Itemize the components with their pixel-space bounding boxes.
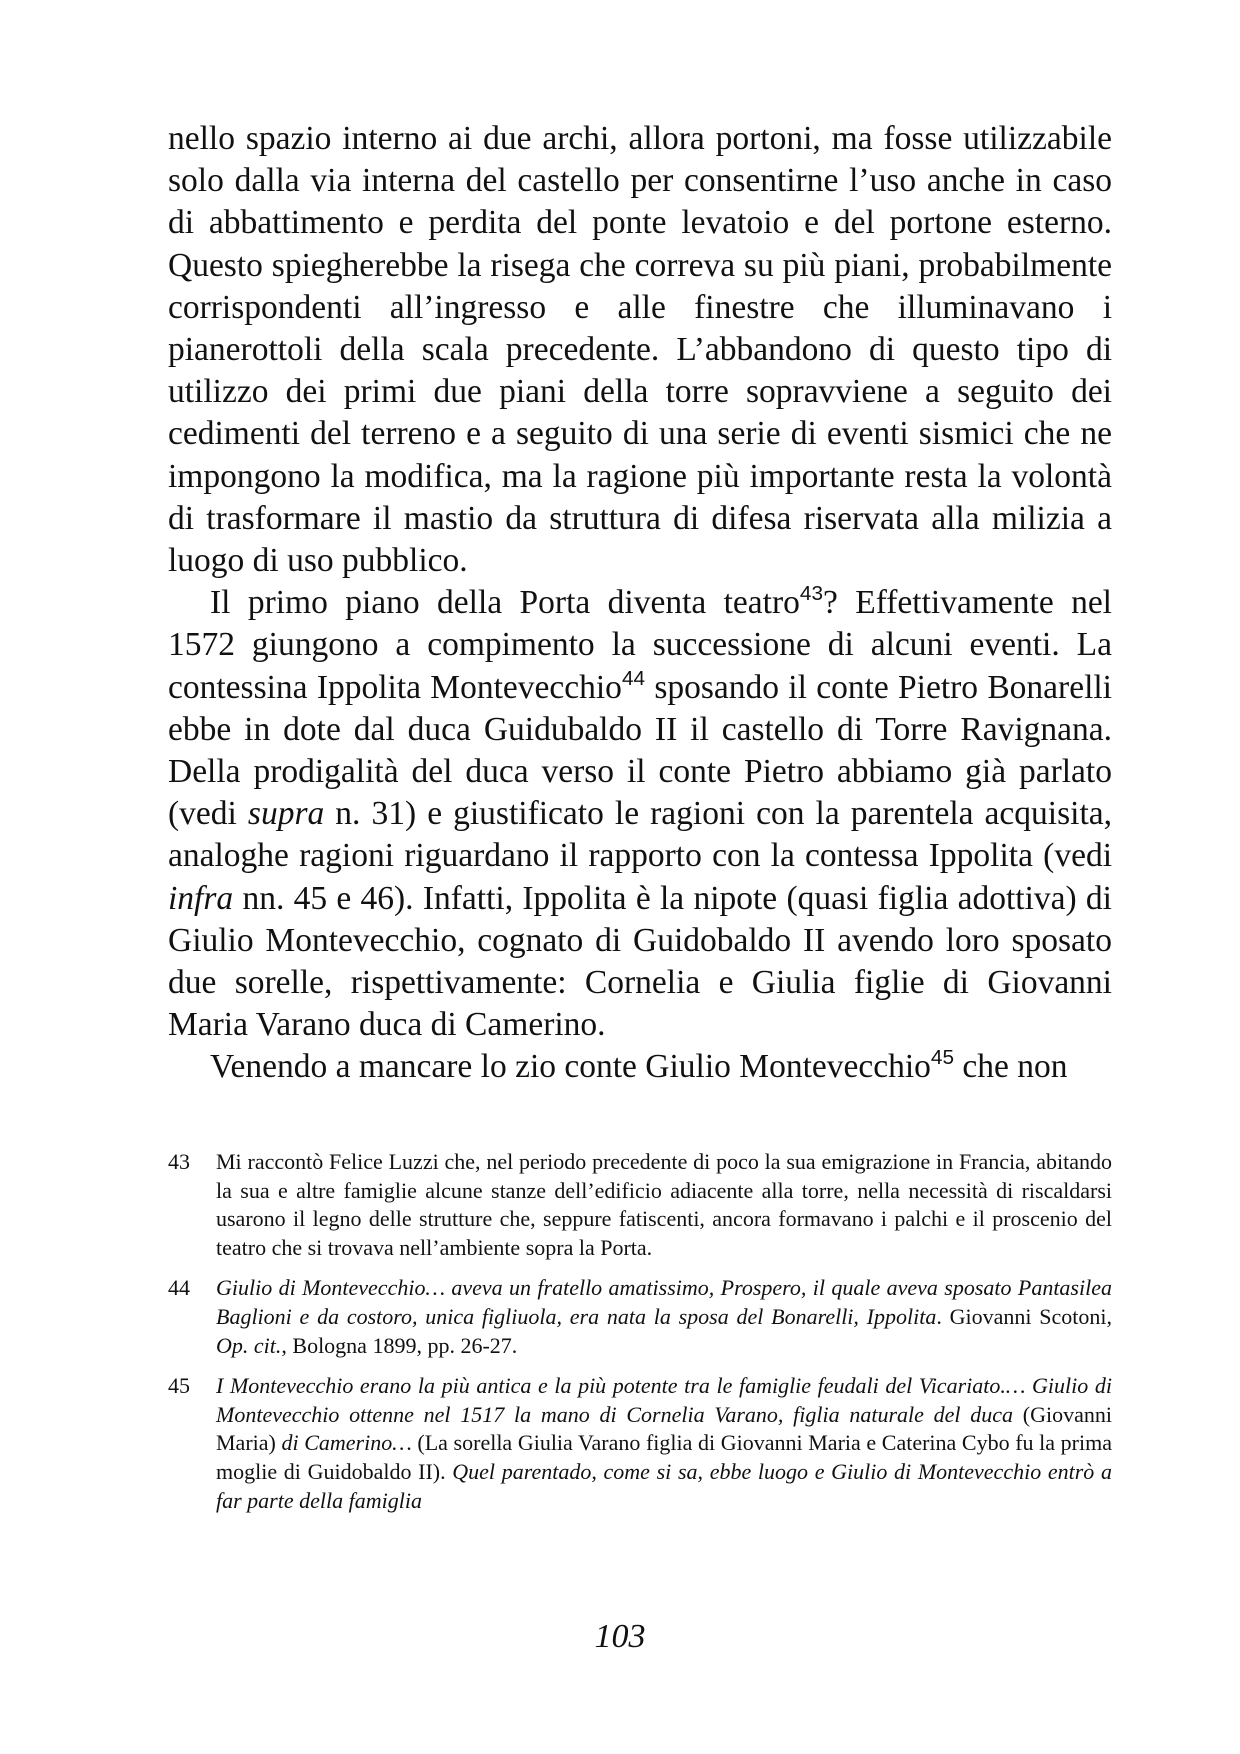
text-run: , Bologna 1899, pp. 26-27. (281, 1332, 518, 1358)
footnote-text: Mi raccontò Felice Luzzi che, nel periodo precedente di poco la sua emigrazione in Francia, abitando la sua e altre famiglie alcune stanze dell’edificio adiacente alla torre, nella necessità di riscaldarsi usarono il legno delle strutture che, seppure fatiscenti, ancora formavano i palchi e il proscenio del teatro che si trovava nell’ambiente sopra la Porta. (216, 1149, 1112, 1260)
text-run: ? Effettivamente nel 1572 giungono a compimento la successione di alcuni eventi. La contessina Ippolita Montevecchio (168, 584, 1112, 706)
footnote-44 (168, 1274, 1112, 1360)
footnote-ref-43[interactable]: 43 (799, 582, 823, 606)
text-run: (La sorella Giulia Varano figlia di Giovanni Maria e Caterina Cybo fu la prima moglie di Guidobaldo II). (216, 1430, 1112, 1484)
text-run: (Giovanni Maria) (216, 1401, 1112, 1456)
footnote-ref-44[interactable]: 44 (621, 666, 646, 690)
text-run: che non (954, 1048, 1068, 1086)
footnote-quote: di Camerino… (281, 1430, 412, 1456)
text-run: . Giovanni Scotoni, (936, 1303, 1112, 1329)
footnote-text (216, 1274, 1112, 1360)
footnote-ref-45[interactable]: 45 (930, 1046, 955, 1070)
text-run: Il primo piano della Porta diventa teatro (210, 584, 800, 622)
footnote-quote: Quel parentado, come si sa, ebbe luogo e Giulio di Montevecchio entrò a far parte della famiglia (216, 1458, 1112, 1513)
page-number: 103 (594, 1618, 646, 1655)
footnotes (168, 1148, 1112, 1527)
text-run: n. 31) e giustificato le ragioni con la parentela acquisita, analoghe ragioni riguardano il rapporto con la contessa Ippolita (vedi (168, 795, 1112, 875)
paragraph-2 (168, 582, 1112, 1046)
footnote-quote: I Montevecchio erano la più antica e la più potente tra le famiglie feudali del Vicariato.… Giulio di Montevecchio ottenne nel 1517 la mano di Cornelia Varano, figlia naturale del duca (216, 1373, 1112, 1427)
italic-supra: supra (247, 795, 325, 833)
footnote-quote: Giulio di Montevecchio… aveva un fratello amatissimo, Prospero, il quale aveva sposato Pantasilea Baglioni e da costoro, unica figliuola, era nata la sposa del Bonarelli, Ippolita (216, 1275, 1112, 1329)
footnote-43 (168, 1148, 1112, 1262)
footnote-45 (168, 1372, 1112, 1515)
text-run: sposando il conte Pietro Bonarelli ebbe in dote dal duca Guidubaldo II il castello di Torre Ravignana. Della prodigalità del duca verso il conte Pietro abbiamo già parlato (vedi (168, 668, 1112, 833)
footnote-number: 43 (168, 1149, 190, 1174)
body-text (168, 118, 1112, 1089)
italic-op-cit: Op. cit. (216, 1332, 282, 1358)
footnote-text (216, 1372, 1112, 1515)
italic-infra: infra (168, 879, 234, 917)
paragraph-3 (168, 1046, 1112, 1088)
paragraph-1: nello spazio interno ai due archi, allora portoni, ma fosse utilizzabile solo dalla via interna del castello per consentirne l’uso anche in caso di abbattimento e perdita del ponte levatoio e del portone esterno. Questo spiegherebbe la risega che correva su più piani, probabilmente corrispondenti all’ingresso e alle finestre che illuminavano i pianerottoli della scala precedente. L’abbandono di questo tipo di utilizzo dei primi due piani della torre sopravviene a seguito dei cedimenti del terreno e a seguito di una serie di eventi sismici che ne impongono la modifica, ma la ragione più importante resta la volontà di trasformare il mastio da struttura di difesa riservata alla milizia a luogo di uso pubblico. (168, 120, 1112, 580)
footnote-number: 45 (168, 1373, 190, 1399)
footnote-number: 44 (168, 1275, 190, 1301)
text-run: nn. 45 e 46). Infatti, Ippolita è la nipote (quasi figlia adottiva) di Giulio Montevecchio, cognato di Guidobaldo II avendo loro sposato due sorelle, rispettivamente: Cornelia e Giulia figlie di Giovanni Maria Varano duca di Camerino. (168, 879, 1112, 1044)
text-run: Venendo a mancare lo zio conte Giulio Montevecchio (210, 1048, 931, 1086)
